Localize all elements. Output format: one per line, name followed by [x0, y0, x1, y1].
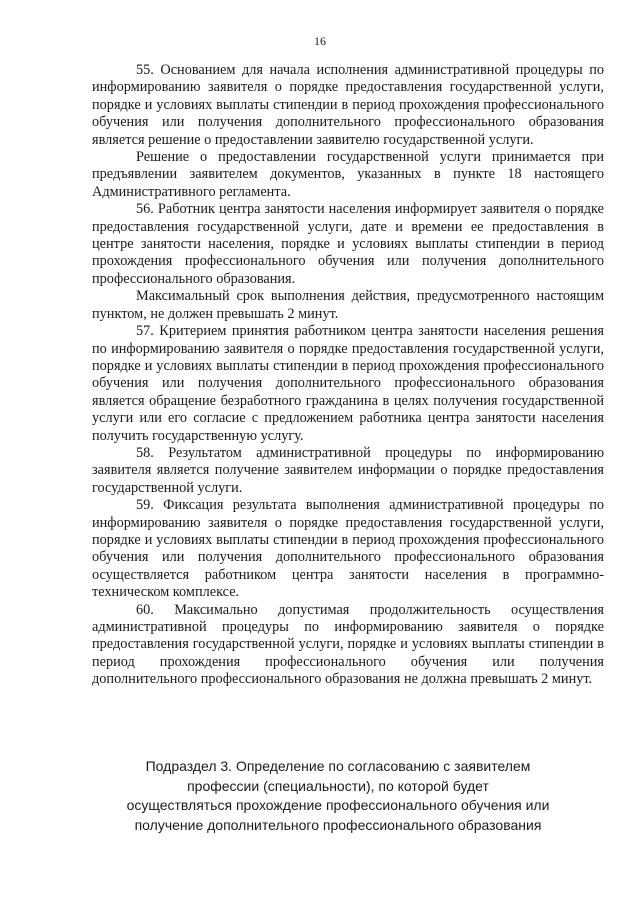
subsection-heading-line: получение дополнительного профессионального образования — [134, 816, 542, 833]
paragraph-59: 59. Фиксация результата выполнения административной процедуры по информированию заявителя о порядке предоставления государственной услуги, порядке и условиях выплаты стипендии в период прохождения профессионального обучения или получения дополнительного профессионального образования осуществляется работником центра занятости населения в программно-техническом комплексе. — [92, 497, 604, 601]
subsection-heading-line: профессии (специальности), по которой будет — [187, 777, 489, 794]
paragraph-58: 58. Результатом административной процедуры по информированию заявителя является получение заявителем информации о порядке предоставления государственной услуги. — [92, 444, 604, 496]
paragraph-55: 55. Основанием для начала исполнения административной процедуры по информированию заявителя о порядке предоставления государственной услуги, порядке и условиях выплаты стипендии в период прохождения профессионального обучения или получения дополнительного профессионального образования является решение о предоставлении заявителю государственной услуги. — [92, 62, 604, 148]
paragraph-max-time-56: Максимальный срок выполнения действия, предусмотренного настоящим пунктом, не должен превышать 2 минут. — [92, 288, 604, 322]
subsection-heading-line: Подраздел 3. Определение по согласованию с заявителем — [145, 758, 531, 774]
subsection-heading-line: осуществляться прохождение профессионального обучения или — [126, 797, 550, 813]
paragraph-57: 57. Критерием принятия работником центра занятости населения решения по информированию заявителя о порядке предоставления государственной услуги, порядке и условиях выплаты стипендии в период прохождения профессионального обучения или получения дополнительного профессионального образования является обращение безработного гражданина в целях получения государственной услуги или его согласие с предложением работника центра занятости населения получить государственную услугу. — [92, 323, 604, 444]
body-text — [92, 62, 604, 689]
page-number: 16 — [314, 34, 326, 48]
paragraph-60: 60. Максимально допустимая продолжительность осуществления административной процедуры по информированию заявителя о порядке предоставления государственной услуги, порядке и условиях выплаты стипендии в период прохождения профессионального обучения или получения дополнительного профессионального образования не должна превышать 2 минут. — [92, 601, 604, 688]
subsection-heading — [100, 757, 576, 835]
paragraph-decision: Решение о предоставлении государственной услуги принимается при предъявлении заявителем документов, указанных в пункте 18 настоящего Административного регламента. — [92, 149, 604, 200]
paragraph-56: 56. Работник центра занятости населения информирует заявителя о порядке предоставления государственной услуги, дате и времени ее предоставления в центре занятости населения, порядке и условиях выплаты стипендии в период прохождения профессионального обучения или получения дополнительного профессионального образования. — [92, 201, 604, 287]
